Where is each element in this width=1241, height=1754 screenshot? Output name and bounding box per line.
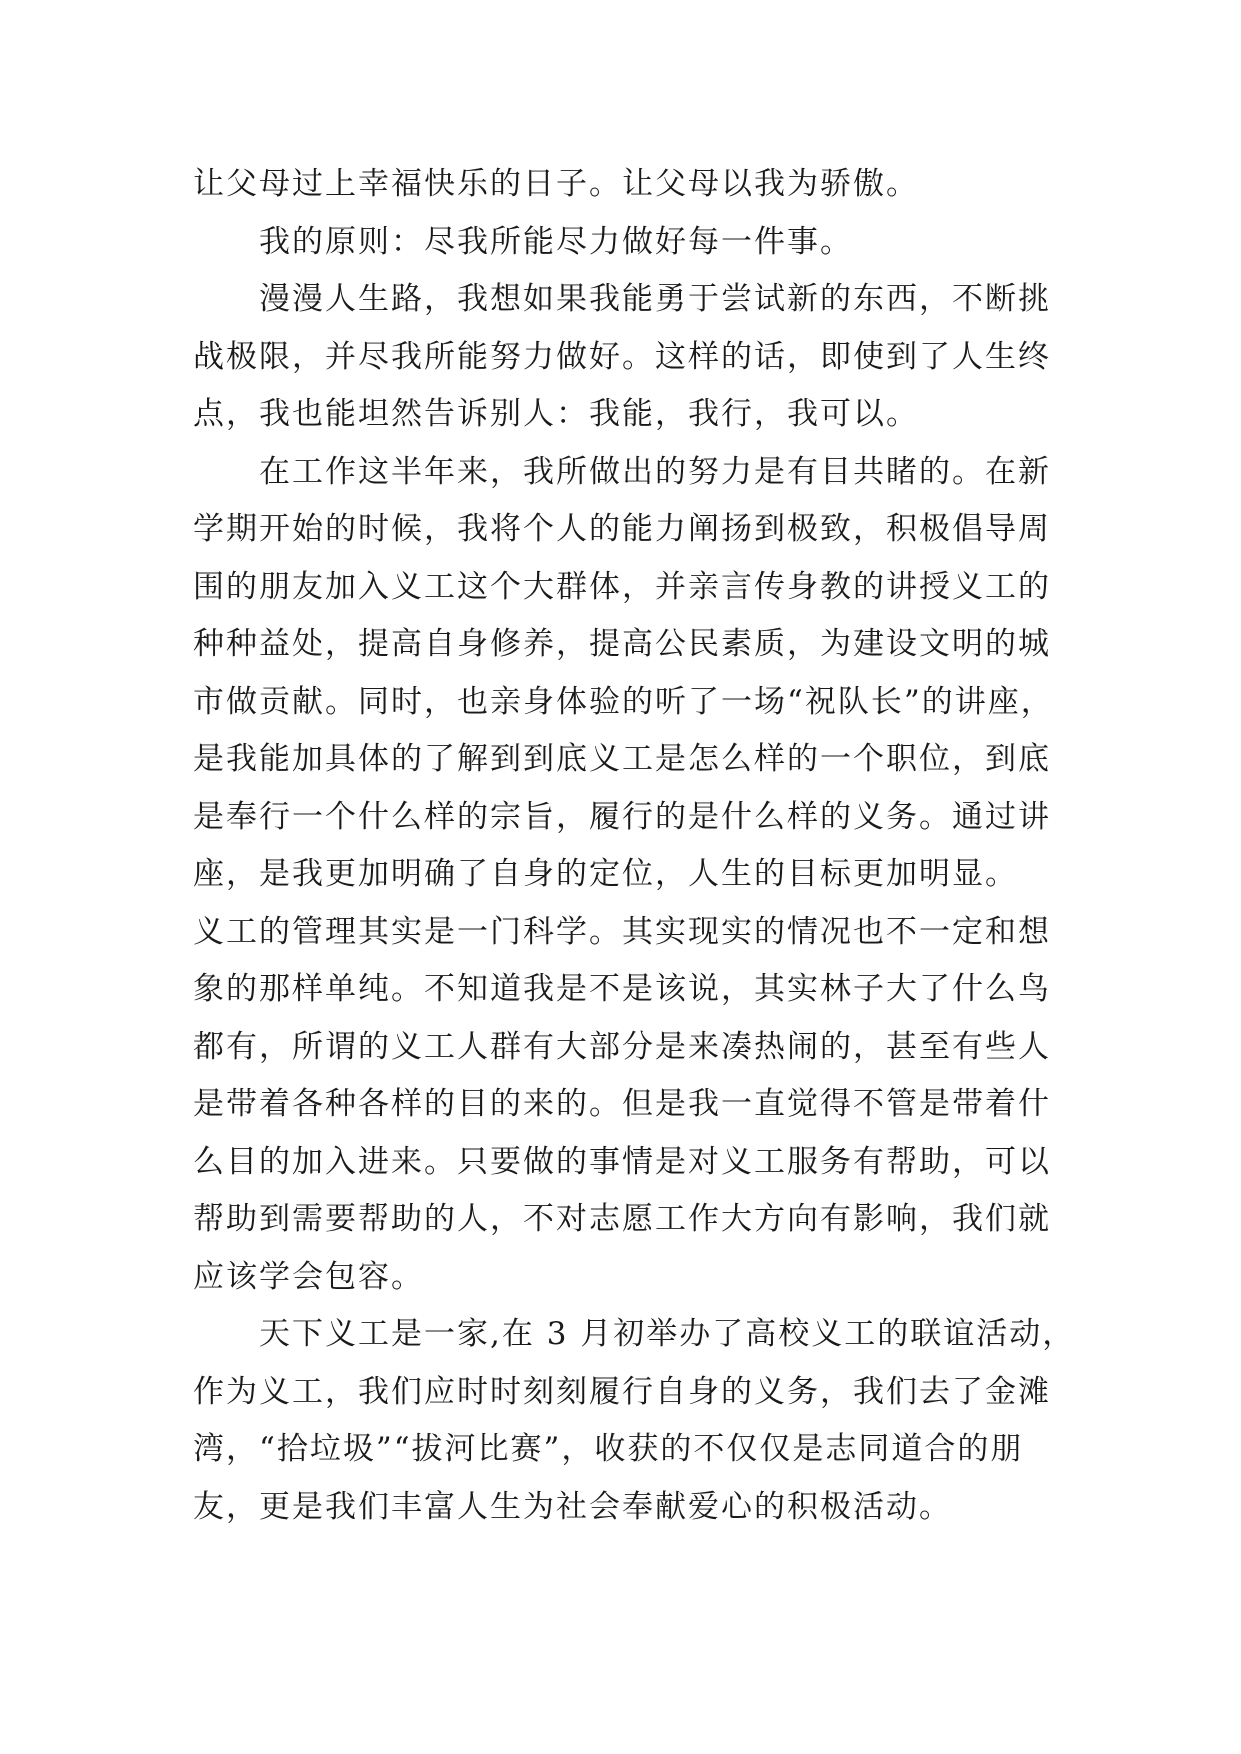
text-line: 天下义工是一家,在 3 月初举办了高校义工的联谊活动，: [259, 1316, 1076, 1352]
text-line: 帮助到需要帮助的人，不对志愿工作大方向有影响，我们就: [193, 1201, 1051, 1237]
text-line: 湾，“拾垃圾”“拔河比赛”，收获的不仅仅是志同道合的朋: [193, 1431, 1024, 1467]
text-line: 是奉行一个什么样的宗旨，履行的是什么样的义务。通过讲: [193, 798, 1051, 835]
text-line: 友，更是我们丰富人生为社会奉献爱心的积极活动。: [193, 1488, 952, 1525]
text-line: 在工作这半年来，我所做出的努力是有目共睹的。在新: [259, 453, 1051, 490]
text-line: 是我能加具体的了解到到底义工是怎么样的一个职位，到底: [193, 741, 1051, 777]
text-line: 市做贡献。同时，也亲身体验的听了一场“祝队长”的讲座，: [193, 683, 1054, 720]
text-line: 座，是我更加明确了自身的定位，人生的目标更加明显。: [193, 856, 1018, 892]
text-line: 点，我也能坦然告诉别人：我能，我行，我可以。: [193, 396, 919, 432]
text-line: 作为义工，我们应时时刻刻履行自身的义务，我们去了金滩: [193, 1373, 1051, 1410]
document-body: [193, 156, 1076, 1536]
text-line: 让父母过上幸福快乐的日子。让父母以我为骄傲。: [193, 166, 919, 202]
text-line: 是带着各种各样的目的来的。但是我一直觉得不管是带着什: [193, 1086, 1051, 1122]
text-line: 漫漫人生路，我想如果我能勇于尝试新的东西，不断挑: [259, 281, 1051, 317]
text-line: 种种益处，提高自身修养，提高公民素质，为建设文明的城: [193, 626, 1051, 662]
text-line: 我的原则：尽我所能尽力做好每一件事。: [259, 223, 853, 260]
text-line: 象的那样单纯。不知道我是不是该说，其实林子大了什么鸟: [193, 971, 1051, 1007]
text-line: 战极限，并尽我所能努力做好。这样的话，即使到了人生终: [193, 338, 1051, 375]
text-line: 义工的管理其实是一门科学。其实现实的情况也不一定和想: [193, 913, 1051, 950]
text-line: 围的朋友加入义工这个大群体，并亲言传身教的讲授义工的: [193, 568, 1051, 605]
text-line: 学期开始的时候，我将个人的能力阐扬到极致，积极倡导周: [193, 511, 1051, 547]
text-line: 都有，所谓的义工人群有大部分是来凑热闹的，甚至有些人: [193, 1028, 1051, 1065]
text-line: 应该学会包容。: [193, 1258, 424, 1295]
text-line: 么目的加入进来。只要做的事情是对义工服务有帮助，可以: [193, 1143, 1051, 1180]
